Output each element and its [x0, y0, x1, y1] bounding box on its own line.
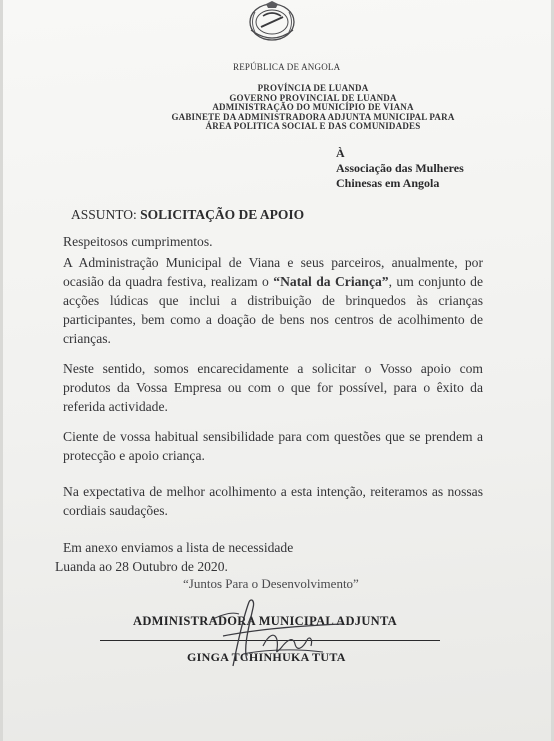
signature-line: [100, 640, 440, 641]
paragraph-2: Neste sentido, somos encarecidamente a solicitar o Vosso apoio com produtos da Vossa Empresa ou com o que for possível, para o êxito da referida actividade.: [63, 361, 483, 414]
paragraph-1: [63, 253, 483, 348]
paragraph-3: Ciente de vossa habitual sensibilidade para com questões que se prendem a protecção e apoio criança.: [63, 429, 483, 463]
signatory-name: GINGA TCHINHUKA TUTA: [187, 650, 346, 664]
paragraph-4: Na expectativa de melhor acolhimento a esta intenção, reiteramos as nossas cordiais saudações.: [63, 484, 483, 518]
letterhead-line-administration: ADMINISTRAÇÃO DO MUNICÍPIO DE VIANA: [212, 102, 414, 112]
natal-da-crianca-bold: “Natal da Criança”: [273, 274, 389, 289]
motto: “Juntos Para o Desenvolvimento”: [183, 576, 359, 591]
angola-coat-of-arms-icon: [241, 0, 303, 44]
letterhead-block: [103, 84, 523, 132]
paragraph-1-end: , um conjunto de acções lúdicas que inclui a distribuição de brinquedos às crianças participantes, bem como a doação de bens nos centros de acolhimento de crianças.: [63, 274, 484, 346]
recipient-block: [336, 146, 464, 191]
letterhead-line-cabinet: GABINETE DA ADMINISTRADORA ADJUNTA MUNICIPAL PARA: [171, 111, 455, 122]
subject-label: ASSUNTO:: [71, 207, 137, 222]
recipient-line-1: Associação das Mulheres: [336, 161, 464, 175]
annex-line: Em anexo enviamos a lista de necessidade: [63, 540, 294, 555]
republica-heading: REPÚBLICA DE ANGOLA: [233, 62, 341, 72]
recipient-line-2: Chinesas em Angola: [336, 176, 440, 190]
greeting: Respeitosos cumprimentos.: [63, 234, 213, 249]
letterhead-line-government: GOVERNO PROVINCIAL DE LUANDA: [229, 92, 397, 103]
signatory-title: ADMINISTRADORA MUNICIPAL ADJUNTA: [133, 614, 398, 628]
paragraph-1-start: A Administração Municipal de Viana e seus parceiros, anualmente, por ocasião da quadra festiva, realizam o: [63, 255, 483, 289]
date-line: Luanda ao 28 Outubro de 2020.: [55, 559, 228, 574]
letter-page: [3, 0, 551, 741]
subject-line: [71, 207, 304, 223]
recipient-prefix: À: [336, 146, 345, 160]
subject-value: SOLICITAÇÃO DE APOIO: [140, 207, 305, 222]
letterhead-line-province: PROVÍNCIA DE LUANDA: [257, 83, 369, 93]
letterhead-line-area: ÁREA POLITICA SOCIAL E DAS COMUNIDADES: [205, 121, 421, 131]
